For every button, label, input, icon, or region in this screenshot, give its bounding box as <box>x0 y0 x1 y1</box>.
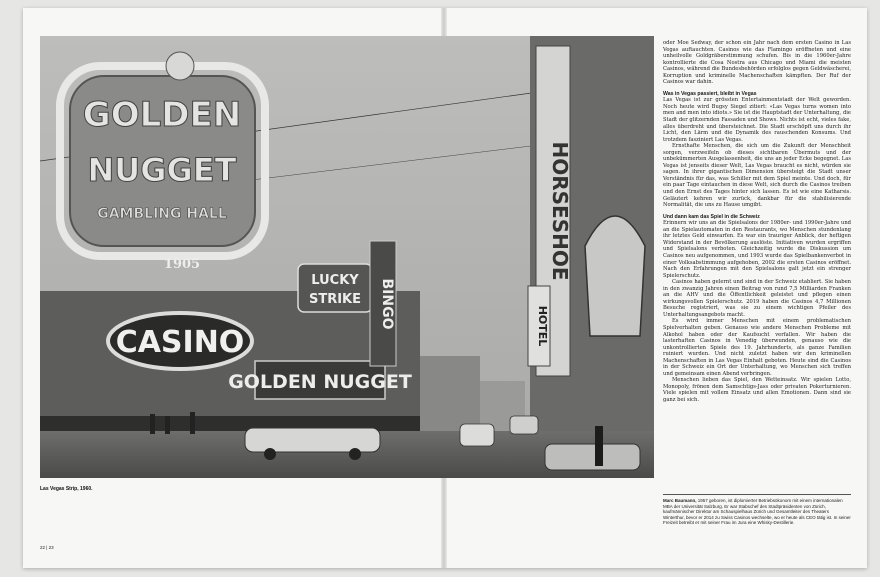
sign-nugget: NUGGET <box>87 151 237 189</box>
author-bio <box>663 494 851 526</box>
sign-hotel: HOTEL <box>536 305 549 347</box>
sign-casino: CASINO <box>115 325 245 360</box>
paragraph-4: Erinnern wir uns an die Spielsalons der 1980er- und 1990er-Jahre und an die Spielautomaten in den Restaurants, wo Menschen stundenlang ihr letztes Geld einwarfen. Es war ein trauriger Anblick, der heftigen Widerstand in der Bevölkerung auslöste. Initiativen wurden ergriffen und Spielsalons verboten. Gleichzeitig wurde die Diskussion um Casinos neu aufgenommen, und 1993 wurde das Spielbankenverbot in einer Volksabstimmung aufgehoben, 2002 die ersten Casinos eröffnet. Nach den Erfahrungen mit den Spielsalons galt jetzt ein strenger Spielerschutz. <box>663 220 851 279</box>
sign-strike: STRIKE <box>308 292 362 307</box>
author-bio-text: 1957 geboren, ist diplomierter Betriebsökonom mit einem internationalen MBA der Universität Salzburg. Er war Stabschef des Stadtpräsidenten von Zürich, kaufmännischer Direktor am Schauspielhaus Zürich und Gesamtleiter des Theaters Winterthur, bevor er 2014 zu Swiss Casinos wechselte, wo er heute als CEO tätig ist. In seiner Freizeit betreibt er mit seiner Frau im Jura eine Whisky-Destillerie. <box>663 498 851 526</box>
paragraph-5: Casinos haben gelernt und sind in der Schweiz etabliert. Sie haben in den zwanzig Jahren einen Beitrag von rund 7,5 Milliarden Franken an die AHV und die Öffentlichkeit geleistet und pflegen einen wirkungsvollen Spielerschutz. 2019 haben die Casinos 4,7 Millionen Besuche registriert, was sie zu einem wichtigen Pfeiler des Unterhaltungsangebots macht. <box>663 279 851 318</box>
photo-caption: Las Vegas Strip, 1960. <box>40 486 93 492</box>
sign-lucky: LUCKY <box>311 273 359 288</box>
sign-golden: GOLDEN <box>82 95 242 135</box>
paragraph-2: Las Vegas ist zur grössten Entertainmentstadt der Welt geworden. Noch heute wird Bugsy Siegel zitiert: «Las Vegas turns women into men and men into idiots.» Sie ist die Hauptstadt der Unterhaltung, die Stadt der glitzernden Fassaden und Shows. Nichts ist echt, vieles fake, alles überdreht und übersteichnet. Die Stadt erschöpft uns durch ihr Licht, den Lärm und die Dynamik des rauschenden Konsums. Und trotzdem fasziniert Las Vegas. <box>663 97 851 143</box>
magazine-spread <box>23 8 867 568</box>
article-column <box>663 40 851 404</box>
sign-bingo: BINGO <box>379 278 395 330</box>
subheading-schweiz: Und dann kam das Spiel in die Schweiz <box>663 213 760 220</box>
sign-horseshoe: HORSESHOE <box>548 141 572 281</box>
author-name: Marc Baumann, <box>663 498 697 503</box>
sign-gambling-hall: GAMBLING HALL <box>97 206 227 222</box>
paragraph-3: Ernsthafte Menschen, die sich um die Zukunft der Menschheit sorgen, verzweifeln ob dieses sichtbaren Übermuts und der unbekümmerten Ausgelassenheit, die uns an jeder Ecke begegnet. Las Vegas ist jenseits dieser Welt, Las Vegas braucht es nicht, würden sie sagen. In ihrer gigantischen Dimension übersteigt die Stadt unser Verständnis für das, was Schiller mit dem Spiel meinte. Und doch, für ein paar Tage eintauchen in diese Welt, sich durch die Casinos treiben und den Ernst des Tages hinter sich lassen. Es ist wie eine Katharsis. Geläutert kehren wir zurück, dankbar für die stabilisierende Normalität, die uns zu Hause umgibt. <box>663 143 851 209</box>
paragraph-1: oder Moe Sedway, der schon ein Jahr nach dem ersten Casino in Las Vegas auftauchten. Casinos wie das Flamingo eröffneten und eine unheilvolle Goldgräberstimmung schufen. Bis in die 1960er-Jahre kontrollierte die Cosa Nostra aus Chicago und Miami die meisten Casinos, während die Bundesbehörden erfolglos gegen Geldwäscherei, Korruption und kriminelle Machenschaften kämpften. Der Ruf der Casinos war dahin. <box>663 40 851 86</box>
sign-golden-nugget-lower: GOLDEN NUGGET <box>228 371 412 393</box>
paragraph-6: Es wird immer Menschen mit einem problematischen Spielverhalten geben. Genauso wie andere Menschen Probleme mit Alkohol haben oder der Kaufsucht verfallen. Wir haben die lasterhaften Casinos in Venedig überwunden, genauso wie die unkontrollierten Spiele des 19. Jahrhunderts, als ganze Familien ruiniert wurden. Und nicht zuletzt haben wir den kriminellen Machenschaften in Las Vegas Einhalt geboten. Heute sind die Casinos in der Schweiz ein Ort der Unterhaltung, wo Menschen sich treffen und gemeinsam einen Abend verbringen. <box>663 318 851 377</box>
las-vegas-photo <box>40 36 654 478</box>
subheading-vegas: Was in Vegas passiert, bleibt in Vegas <box>663 90 757 97</box>
sign-1905: 1905 <box>163 257 201 272</box>
paragraph-7: Menschen lieben das Spiel, den Wetteinsatz. Wir spielen Lotto, Monopoly, frönen dem Samschtigs-Jass oder privaten Pokerturnieren. Viele spielen mit vollem Einsatz und allen Emotionen. Dann sind sie ganz bei sich. <box>663 377 851 403</box>
page-numbers: 22 | 23 <box>40 545 54 550</box>
